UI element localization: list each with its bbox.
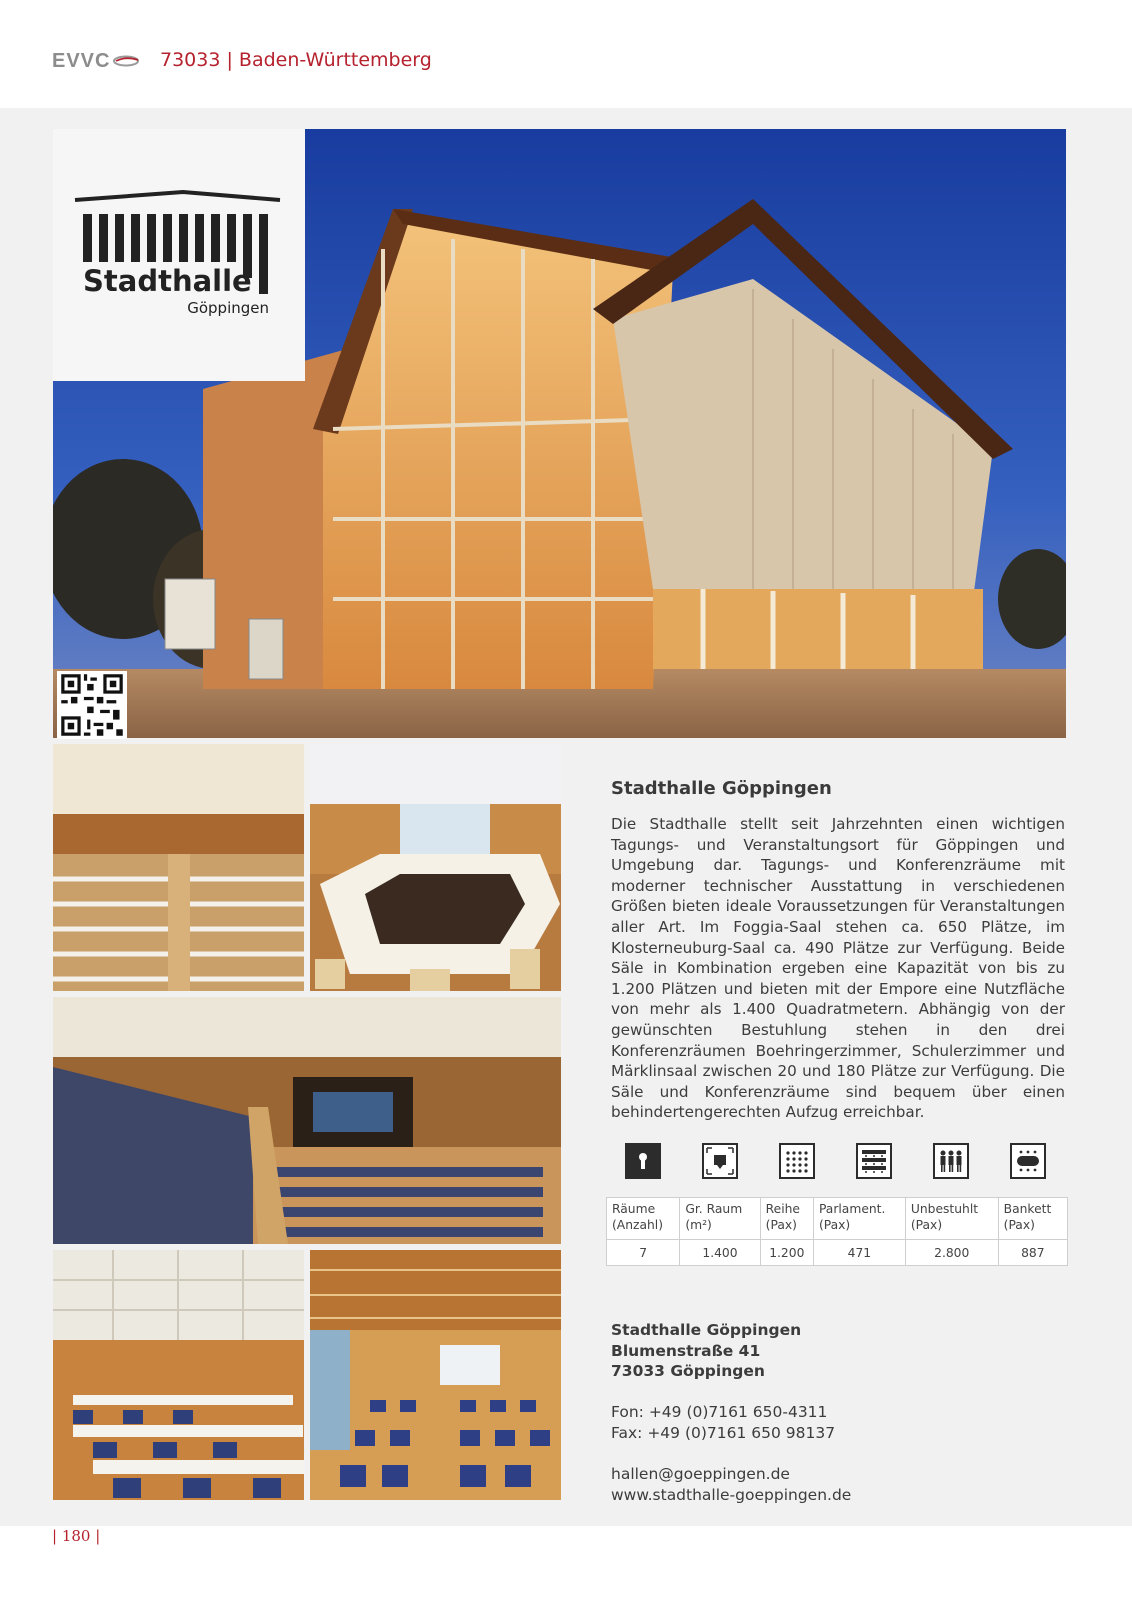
page-number: | 180 |: [52, 1527, 101, 1545]
logo-name: Stadthalle: [83, 264, 252, 298]
stadthalle-columns-icon: [53, 129, 305, 381]
contact-phone: Fon: +49 (0)7161 650-4311: [611, 1403, 828, 1422]
conference-ring-table-photo: [310, 744, 561, 991]
value-cell: 1.400: [680, 1240, 760, 1266]
door-icon: [625, 1143, 661, 1179]
standing-people-icon: [933, 1143, 969, 1179]
contact-name: Stadthalle Göppingen: [611, 1321, 802, 1339]
hall-with-stage-photo: [53, 997, 561, 1244]
auditorium-seating-photo: [53, 744, 304, 991]
table-header-row: [607, 1198, 1068, 1240]
header-cell: Unbestuhlt (Pax): [905, 1198, 998, 1240]
contact-fax: Fax: +49 (0)7161 650 98137: [611, 1423, 836, 1442]
seminar-room-tables-photo: [53, 1250, 304, 1500]
banquet-table-icon: [1010, 1143, 1046, 1179]
page-header: [0, 0, 1132, 108]
contact-email-link[interactable]: hallen@goeppingen.de: [611, 1465, 790, 1484]
header-cell: Reihe (Pax): [760, 1198, 813, 1240]
row-seating-icon: [779, 1143, 815, 1179]
value-cell: 7: [607, 1240, 680, 1266]
capacity-icon-row: [607, 1143, 1069, 1183]
value-cell: 471: [813, 1240, 905, 1266]
venue-description: Die Stadthalle stellt seit Jahrzehnten einen wichtigen Tagungs- und Veranstaltungsort für Göppingen und Umgebung dar. Tagungs- und Konferenzräume mit moderner technischer Ausstattung in verschiedenen Größen bieten ideale Voraussetzungen für Veranstaltungen aller Art. Im Foggia-Saal stehen ca. 650 Plätze, im Klosterneuburg-Saal ca. 490 Plätze zur Verfügung. Beide Säle in Kombination ergeben eine Kapazität von bis zu 1.200 Plätzen und bieten mit der Empore eine Nutzfläche von mehr als 1.400 Quadratmetern. Abhängig von der gewünschten Bestuhlung stehen in den drei Konferenzräumen Boehringerzimmer, Schulerzimmer und Märklinsaal zwischen 20 und 180 Plätze zur Verfügung. Die Säle und Konferenzräume sind bequem über einen behindertengerechten Aufzug erreichbar.: [611, 815, 1065, 1122]
header-cell: Parlament. (Pax): [813, 1198, 905, 1240]
region-heading: 73033 | Baden-Württemberg: [160, 49, 432, 71]
header-cell: Gr. Raum (m²): [680, 1198, 760, 1240]
capacity-table: [606, 1197, 1068, 1266]
hall-projection-chairs-photo: [310, 1250, 561, 1500]
stadthalle-logo: [53, 129, 305, 381]
parliament-seating-icon: [856, 1143, 892, 1179]
qr-code-icon: [57, 671, 127, 739]
table-row: [607, 1240, 1068, 1266]
value-cell: 1.200: [760, 1240, 813, 1266]
header-cell: Räume (Anzahl): [607, 1198, 680, 1240]
room-size-icon: [702, 1143, 738, 1179]
evvc-swoosh-icon: [112, 55, 140, 67]
evvc-logo: EVVC: [52, 50, 111, 72]
value-cell: 2.800: [905, 1240, 998, 1266]
value-cell: 887: [998, 1240, 1067, 1266]
header-cell: Bankett (Pax): [998, 1198, 1067, 1240]
contact-block: [611, 1320, 851, 1505]
contact-city: 73033 Göppingen: [611, 1362, 765, 1381]
contact-street: Blumenstraße 41: [611, 1341, 761, 1360]
qr-code[interactable]: [57, 671, 127, 739]
contact-website-link[interactable]: www.stadthalle-goeppingen.de: [611, 1485, 852, 1504]
logo-city: Göppingen: [187, 299, 269, 317]
venue-title: Stadthalle Göppingen: [611, 778, 832, 799]
